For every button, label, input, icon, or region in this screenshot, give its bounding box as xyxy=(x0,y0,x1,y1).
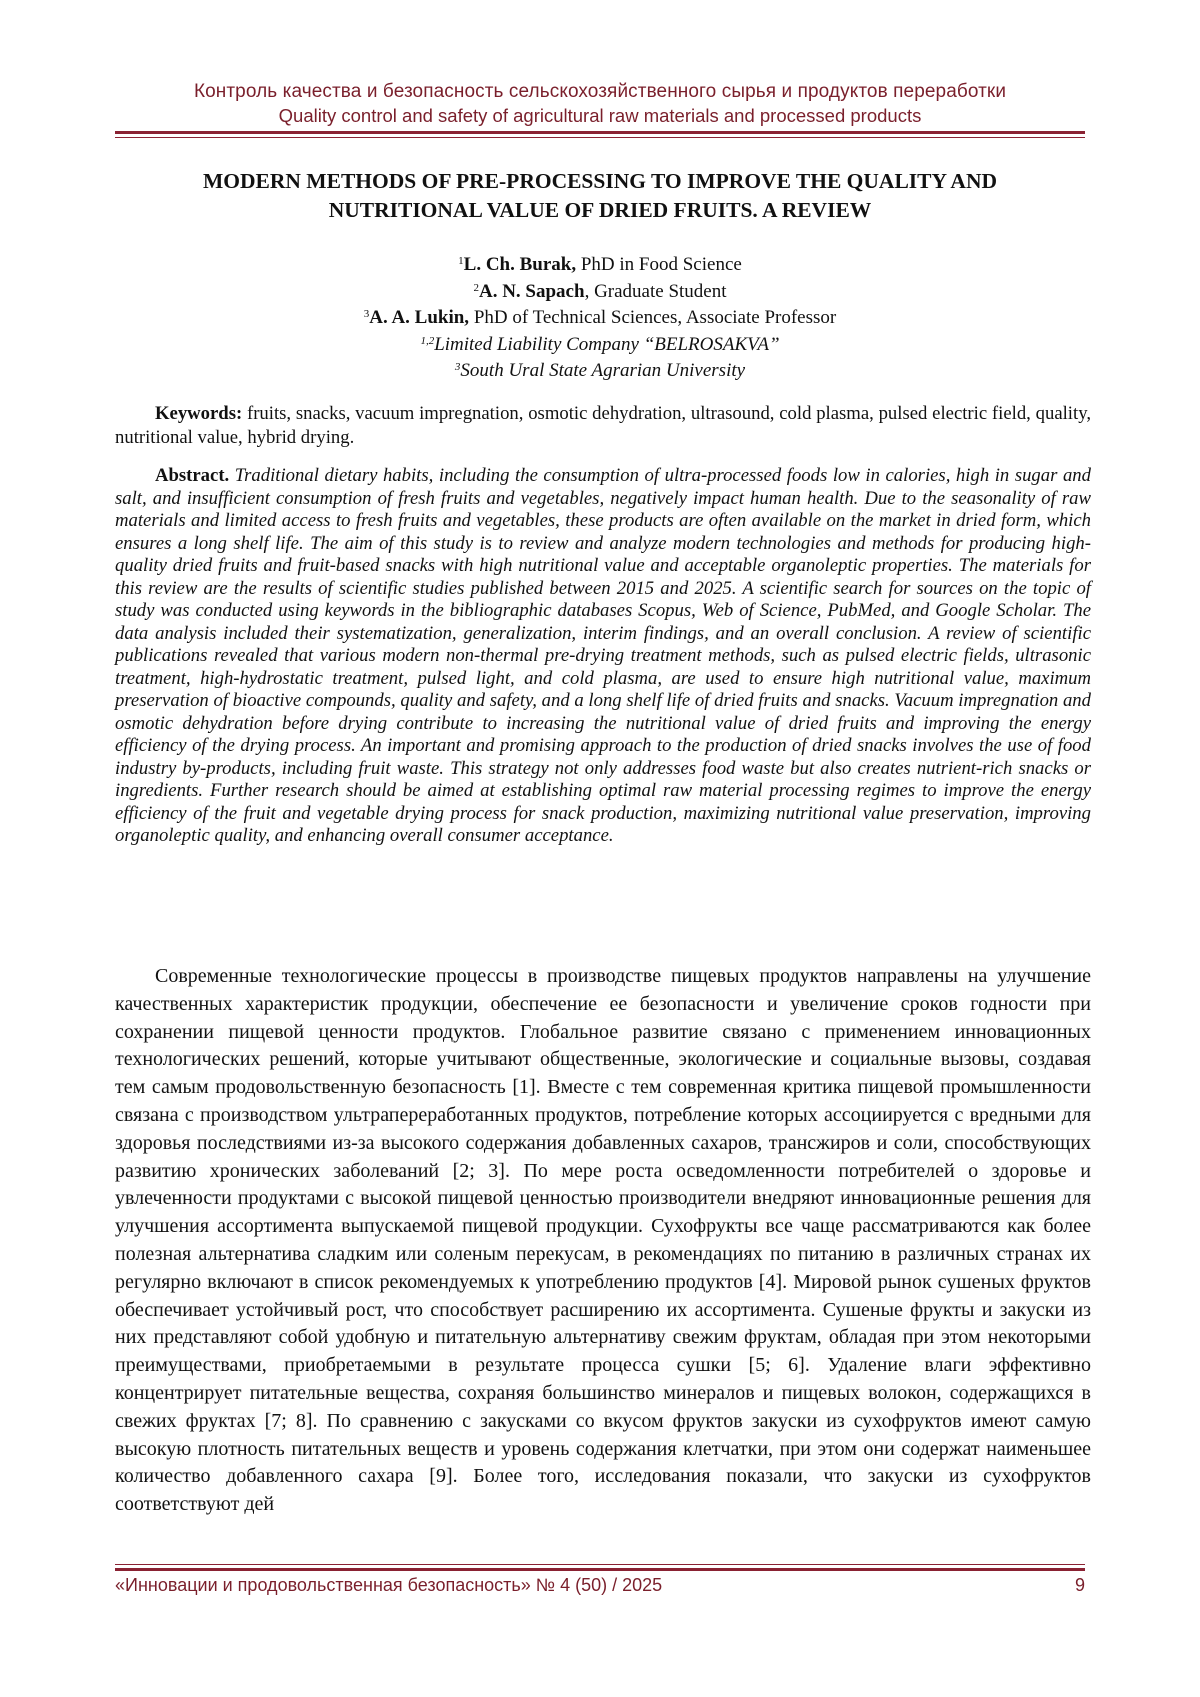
running-footer xyxy=(115,1573,1085,1597)
running-header xyxy=(115,80,1085,127)
keywords-paragraph xyxy=(115,402,1091,450)
affiliation-line: $^{1,2}$Limited Liability Company “BELROSAKVA” xyxy=(420,333,780,355)
header-russian: Контроль качества и безопасность сельскохозяйственного сырья и продуктов переработки xyxy=(193,81,1007,102)
author-name: A. A. Lukin, xyxy=(369,307,470,328)
author-role: , Graduate Student xyxy=(584,280,727,302)
author-role: PhD in Food Science xyxy=(576,254,742,275)
author-role: PhD of Technical Sciences, Associate Professor xyxy=(469,307,837,328)
page-number: 9 xyxy=(1074,1575,1085,1595)
header-rule-thick xyxy=(115,131,1085,134)
article-title xyxy=(115,167,1085,225)
body-paragraph: Современные технологические процессы в производстве пищевых продуктов направлены на улучшение качественных характеристик продукции, обеспечение ее безопасности и увеличение сроков годности при сохранении пищевой ценности продуктов. Глобальное развитие связано с применением инновационных технологических решений, которые учитывают общественные, экологические и социальные вызовы, создавая тем самым продовольственную безопасность [1]. Вместе с тем современная критика пищевой промышленности связана с производством ультрапереработанных продуктов, потребление которых ассоциируется с вредными для здоровья последствиями из-за высокого содержания добавленных сахаров, трансжиров и соли, способствующих развитию хронических заболеваний [2; 3]. По мере роста осведомленности потребителей о здоровье и увлеченности продуктами с высокой пищевой ценностью производители внедряют инновационные решения для улучшения ассортимента выпускаемой пищевой продукции. Сухофрукты все чаще рассматриваются как более полезная альтернатива сладким или соленым перекусам, в рекомендациях по питанию в различных странах их регулярно включают в список рекомендуемых к употреблению продуктов [4]. Мировой рынок сушеных фруктов обеспечивает устойчивый рост, что способствует расширению их ассортимента. Сушеные фрукты и закуски из них представляют собой удобную и питательную альтернативу свежим фруктам, обладая при этом некоторыми преимуществами, приобретаемыми в результате процесса сушки [5; 6]. Удаление влаги эффективно концентрирует питательные вещества, сохраняя большинство минералов и пищевых волокон, содержащихся в свежих фруктах [7; 8]. По сравнению с закусками со вкусом фруктов закуски из сухофруктов имеют самую высокую плотность питательных веществ и уровень содержания клетчатки, при этом они содержат наименьшее количество добавленного сахара [9]. Более того, исследования показали, что закуски из сухофруктов соответствуют дей xyxy=(115,965,1091,1516)
abstract-paragraph xyxy=(115,465,1091,848)
author-block xyxy=(115,252,1085,385)
footer-rule-thin xyxy=(115,1564,1085,1565)
author-line: $^1$L. Ch. Burak, PhD in Food Science xyxy=(458,254,742,275)
keywords-text: fruits, snacks, vacuum impregnation, osmotic dehydration, ultrasound, cold plasma, pulsed electric field, quality, nutritional value, hybrid drying. xyxy=(115,403,1091,448)
journal-citation: «Инновации и продовольственная безопасность» № 4 (50) / 2025 xyxy=(115,1575,663,1595)
footer-rule-thick xyxy=(115,1568,1085,1571)
header-english: Quality control and safety of agricultural raw materials and processed products xyxy=(278,105,922,126)
affiliation-line: $^3$South Ural State Agrarian University xyxy=(454,360,746,381)
title-line-2: NUTRITIONAL VALUE OF DRIED FRUITS. A REVIEW xyxy=(328,198,872,222)
header-rule-thin xyxy=(115,137,1085,138)
abstract-text: Traditional dietary habits, including the consumption of ultra-processed foods low in calories, high in sugar and salt, and insufficient consumption of fresh fruits and vegetables, negatively impact human health. Due to the seasonality of raw materials and limited access to fresh fruits and vegetables, these products are often available on the market in dried form, which ensures a long shelf life. The aim of this study is to review and analyze modern technologies and methods for producing high-quality dried fruits and fruit-based snacks with high nutritional value and acceptable organoleptic properties. The materials for this review are the results of scientific studies published between 2015 and 2025. A scientific search for sources on the topic of study was conducted using keywords in the bibliographic databases Scopus, Web of Science, PubMed, and Google Scholar. The data analysis included their systematization, generalization, interim findings, and an overall conclusion. A review of scientific publications revealed that various modern non-thermal pre-drying treatment methods, such as pulsed electric fields, ultrasonic treatment, high-hydrostatic treatment, pulsed light, and cold plasma, are used to ensure high nutritional value, maximum preservation of bioactive compounds, quality and safety, and a long shelf life of dried fruits and snacks. Vacuum impregnation and osmotic dehydration before drying contribute to increasing the nutritional value of dried fruits and improving the energy efficiency of the drying process. An important and promising approach to the production of dried snacks involves the use of food industry by-products, including fruit waste. This strategy not only addresses food waste but also creates nutrient-rich snacks or ingredients. Further research should be aimed at establishing optimal raw material processing regimes to improve the energy efficiency of the fruit and vegetable drying process for snack production, maximizing nutritional value preservation, improving organoleptic quality, and enhancing overall consumer acceptance. xyxy=(115,465,1091,846)
keywords-label: Keywords: xyxy=(155,403,243,424)
author-name: L. Ch. Burak, xyxy=(463,254,577,275)
author-line: $^3$A. A. Lukin, PhD of Technical Sciences, Associate Professor xyxy=(363,307,837,328)
title-line-1: MODERN METHODS OF PRE-PROCESSING TO IMPROVE THE QUALITY AND xyxy=(203,169,997,193)
abstract-label: Abstract. xyxy=(155,465,230,486)
author-name: A. N. Sapach xyxy=(478,280,585,302)
author-line: $^2$A. N. Sapach, Graduate Student xyxy=(473,280,727,302)
